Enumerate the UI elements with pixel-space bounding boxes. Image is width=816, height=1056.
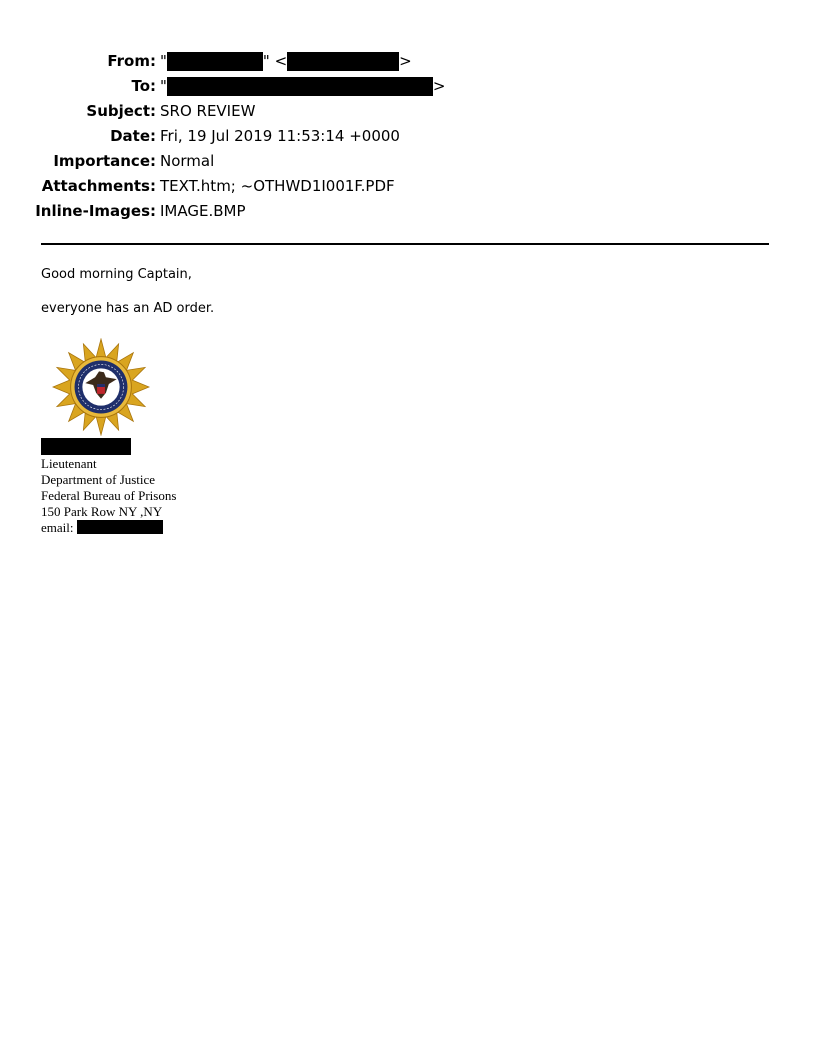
subject-value: SRO REVIEW: [160, 102, 256, 120]
importance-row: [0, 150, 214, 172]
date-row: [0, 125, 400, 147]
from-row: [0, 50, 412, 72]
message-text: everyone has an AD order.: [41, 301, 215, 316]
redacted-sender-name: [167, 52, 263, 71]
attachments-row: [0, 175, 395, 197]
date-label: Date:: [110, 127, 156, 145]
subject-label: Subject:: [86, 102, 156, 120]
from-label: From:: [107, 52, 156, 70]
doj-seal-icon: [52, 338, 150, 436]
inline-images-row: [0, 200, 246, 222]
redacted-sender-email: [287, 52, 399, 71]
signature-bureau: Federal Bureau of Prisons: [41, 488, 177, 503]
subject-row: [0, 100, 255, 122]
redacted-email: [77, 520, 163, 534]
signature-department: Department of Justice: [41, 472, 156, 487]
from-value: " " < >: [160, 51, 412, 70]
redacted-recipient: [167, 77, 433, 96]
to-value: " >: [160, 76, 446, 95]
attachments-value: TEXT.htm; ~OTHWD1I001F.PDF: [160, 177, 395, 195]
inline-images-label: Inline-Images:: [35, 202, 156, 220]
importance-label: Importance:: [53, 152, 156, 170]
signature-address: 150 Park Row NY ,NY: [41, 504, 163, 519]
attachments-label: Attachments:: [41, 177, 156, 195]
inline-images-value: IMAGE.BMP: [160, 202, 246, 220]
date-value: Fri, 19 Jul 2019 11:53:14 +0000: [160, 127, 400, 145]
header-divider: [41, 243, 769, 245]
signature-email-row: [41, 520, 163, 536]
to-row: [0, 75, 445, 97]
importance-value: Normal: [160, 152, 215, 170]
signature-title: Lieutenant: [41, 456, 97, 471]
greeting-text: Good morning Captain,: [41, 267, 192, 282]
to-label: To:: [131, 77, 156, 95]
redacted-signature-name: [41, 438, 131, 455]
signature-email-label: email:: [41, 520, 74, 535]
